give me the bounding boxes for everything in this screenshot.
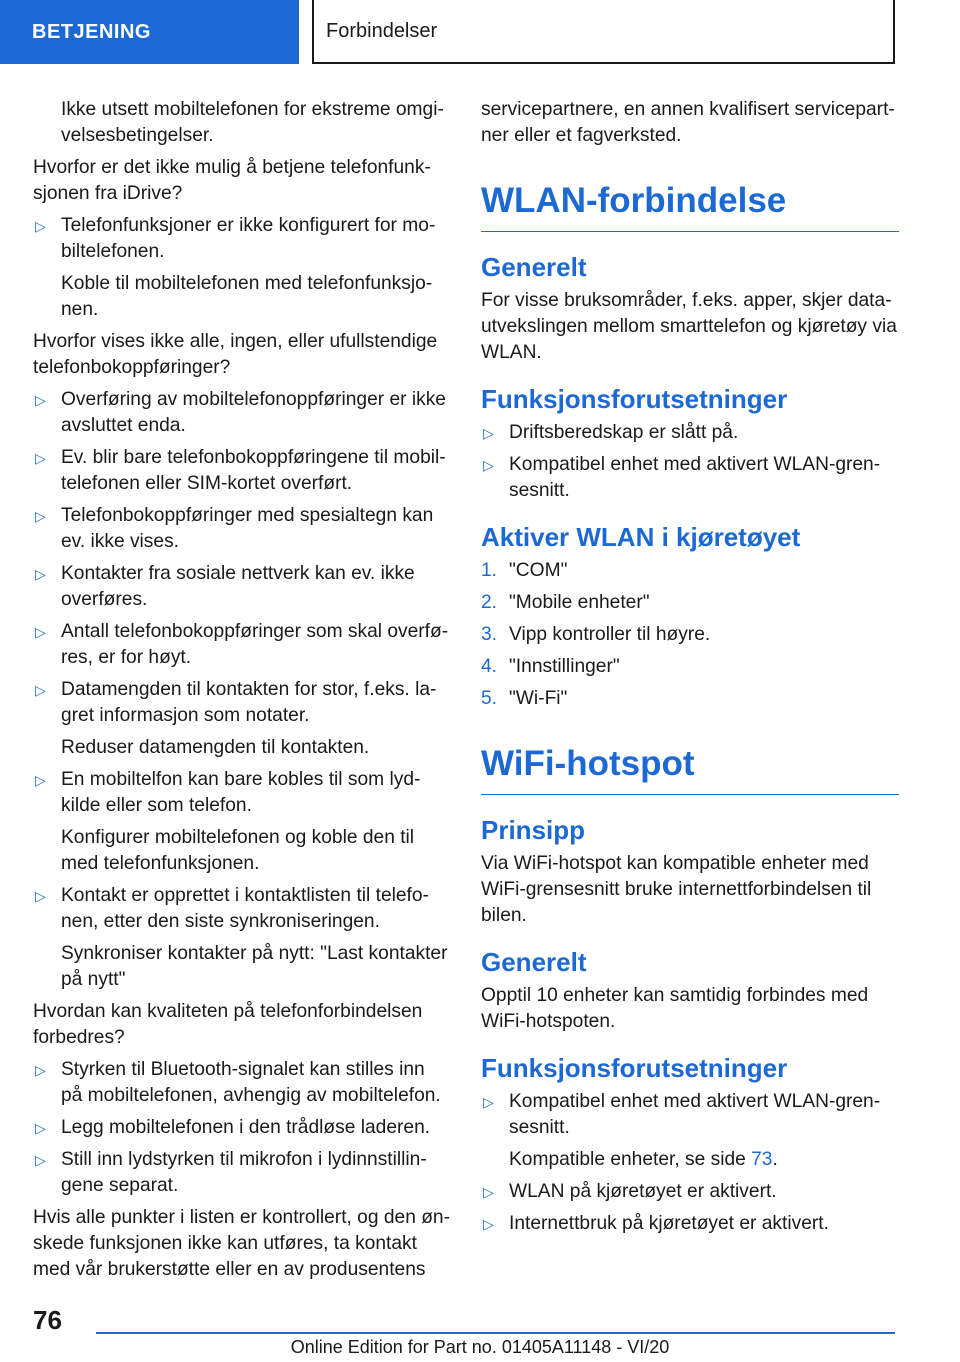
step-text: "Mobile enheter" <box>509 592 650 613</box>
footer-edition: Online Edition for Part no. 01405A11148 - VI/20 <box>290 1337 670 1357</box>
question: Hvorfor er det ikke mulig å betjene telefonfunksjonen fra iDrive? <box>33 157 431 204</box>
step-text: "Innstillinger" <box>509 656 620 677</box>
paragraph: Hvis alle punkter i listen er kontrollert, og den ønskede funksjonen ikke kan utføres, ta kontakt med vår brukerstøtte eller en av produsentens <box>33 1207 450 1280</box>
bullet-item <box>33 1147 451 1199</box>
bullet-item <box>481 420 899 446</box>
bullet-text: Kompatibel enhet med aktivert WLAN-grensesnitt. <box>509 454 881 501</box>
heading-wlan: WLAN-forbindelse <box>481 181 899 232</box>
step-text: "Wi-Fi" <box>509 688 568 709</box>
bullet-item <box>33 213 451 265</box>
bullet-note: Koble til mobiltelefonen med telefonfunksjonen. <box>61 273 433 320</box>
step-number: 5. <box>481 688 498 709</box>
bullet-triangle-icon: ▷ <box>35 218 46 234</box>
paragraph: For visse bruksområder, f.eks. apper, skjer datautvekslingen mellom smarttelefon og kjøretøy via WLAN. <box>481 290 897 363</box>
question: Hvordan kan kvaliteten på telefonforbindelsen forbedres? <box>33 1001 423 1048</box>
note-suffix: . <box>772 1149 778 1170</box>
bullet-note <box>481 1147 899 1173</box>
step-item <box>481 622 899 648</box>
bullet-text: Telefonbokoppføringer med spesialtegn kan ev. ikke vises. <box>61 505 434 552</box>
bullet-text: Styrken til Bluetooth-signalet kan stilles inn på mobiltelefonen, avhengig av mobiltelefon. <box>61 1059 441 1106</box>
bullet-triangle-icon: ▷ <box>35 508 46 524</box>
subheading-generelt: Generelt <box>481 252 587 282</box>
bullet-triangle-icon: ▷ <box>483 457 494 473</box>
bullet-item <box>33 445 451 497</box>
bullet-text: Kontakt er opprettet i kontaktlisten til telefonen, etter den siste synkroniseringen. <box>61 885 429 932</box>
bullet-text: Kompatibel enhet med aktivert WLAN-grensesnitt. <box>509 1091 881 1138</box>
page-link[interactable]: 73 <box>751 1149 773 1170</box>
bullet-item <box>33 561 451 613</box>
bullet-triangle-icon: ▷ <box>483 1094 494 1110</box>
bullet-item <box>481 1211 899 1237</box>
bullet-item <box>33 1057 451 1109</box>
bullet-triangle-icon: ▷ <box>483 425 494 441</box>
bullet-text: WLAN på kjøretøyet er aktivert. <box>509 1181 777 1202</box>
step-text: "COM" <box>509 560 568 581</box>
step-item <box>481 558 899 584</box>
step-number: 3. <box>481 624 498 645</box>
paragraph: servicepartnere, en annen kvalifisert servicepartner eller et fagverksted. <box>481 99 895 146</box>
subheading-prinsipp: Prinsipp <box>481 815 586 845</box>
bullet-note: Reduser datamengden til kontakten. <box>61 737 370 758</box>
footer-divider <box>96 1332 895 1334</box>
bullet-triangle-icon: ▷ <box>483 1184 494 1200</box>
note-text: Kompatible enheter, se side <box>509 1149 752 1170</box>
bullet-triangle-icon: ▷ <box>35 772 46 788</box>
chapter-tab: BETJENING <box>0 0 299 64</box>
bullet-triangle-icon: ▷ <box>483 1216 494 1232</box>
subheading-funksjonsforutsetninger: Funksjonsforutsetninger <box>481 384 788 414</box>
step-number: 1. <box>481 560 498 581</box>
bullet-note: Konfigurer mobiltelefonen og koble den til med telefonfunksjonen. <box>61 827 415 874</box>
bullet-text: En mobiltelfon kan bare kobles til som lydkilde eller som telefon. <box>61 769 421 816</box>
bullet-text: Kontakter fra sosiale nettverk kan ev. ikke overføres. <box>61 563 415 610</box>
bullet-triangle-icon: ▷ <box>35 1152 46 1168</box>
page-number: 76 <box>33 1305 62 1335</box>
bullet-note: Synkroniser kontakter på nytt: "Last kontakter på nytt" <box>61 943 448 990</box>
bullet-item <box>33 767 451 819</box>
heading-wifi-hotspot: WiFi-hotspot <box>481 744 899 795</box>
bullet-item <box>481 1089 899 1141</box>
bullet-item <box>33 387 451 439</box>
bullet-text: Driftsberedskap er slått på. <box>509 422 739 443</box>
subheading-generelt: Generelt <box>481 947 587 977</box>
bullet-triangle-icon: ▷ <box>35 888 46 904</box>
bullet-triangle-icon: ▷ <box>35 566 46 582</box>
bullet-triangle-icon: ▷ <box>35 682 46 698</box>
bullet-text: Legg mobiltelefonen i den trådløse laderen. <box>61 1117 431 1138</box>
bullet-text: Still inn lydstyrken til mikrofon i lydinnstillingene separat. <box>61 1149 427 1196</box>
bullet-text: Overføring av mobiltelefonoppføringer er ikke avsluttet enda. <box>61 389 446 436</box>
bullet-triangle-icon: ▷ <box>35 1120 46 1136</box>
right-column <box>481 97 899 1243</box>
bullet-item <box>481 1179 899 1205</box>
paragraph: Ikke utsett mobiltelefonen for ekstreme omgivelsesbetingelser. <box>61 99 444 146</box>
section-title <box>312 0 895 64</box>
step-item <box>481 590 899 616</box>
bullet-item <box>33 677 451 729</box>
subheading-aktiver-wlan: Aktiver WLAN i kjøretøyet <box>481 522 801 552</box>
step-item <box>481 686 899 712</box>
bullet-text: Ev. blir bare telefonbokoppføringene til mobiltelefonen eller SIM-kortet overført. <box>61 447 446 494</box>
paragraph: Opptil 10 enheter kan samtidig forbindes med WiFi-hotspoten. <box>481 985 869 1032</box>
bullet-triangle-icon: ▷ <box>35 450 46 466</box>
bullet-item <box>33 503 451 555</box>
bullet-item <box>33 619 451 671</box>
paragraph: Via WiFi-hotspot kan kompatible enheter med WiFi-grensesnitt bruke internettforbindelsen til bilen. <box>481 853 872 926</box>
bullet-triangle-icon: ▷ <box>35 1062 46 1078</box>
bullet-text: Datamengden til kontakten for stor, f.eks. lagret informasjon som notater. <box>61 679 437 726</box>
subheading-funksjonsforutsetninger: Funksjonsforutsetninger <box>481 1053 788 1083</box>
bullet-item <box>33 1115 451 1141</box>
question: Hvorfor vises ikke alle, ingen, eller ufullstendige telefonbokoppføringer? <box>33 331 438 378</box>
step-number: 2. <box>481 592 498 613</box>
section-title-text: Forbindelser <box>326 19 438 42</box>
bullet-triangle-icon: ▷ <box>35 392 46 408</box>
bullet-text: Internettbruk på kjøretøyet er aktivert. <box>509 1213 829 1234</box>
bullet-text: Telefonfunksjoner er ikke konfigurert for mobiltelefonen. <box>61 215 436 262</box>
step-text: Vipp kontroller til høyre. <box>509 624 711 645</box>
bullet-item <box>481 452 899 504</box>
step-item <box>481 654 899 680</box>
bullet-item <box>33 883 451 935</box>
bullet-text: Antall telefonbokoppføringer som skal overføres, er for høyt. <box>61 621 449 668</box>
step-number: 4. <box>481 656 498 677</box>
left-column <box>33 97 451 1289</box>
bullet-triangle-icon: ▷ <box>35 624 46 640</box>
